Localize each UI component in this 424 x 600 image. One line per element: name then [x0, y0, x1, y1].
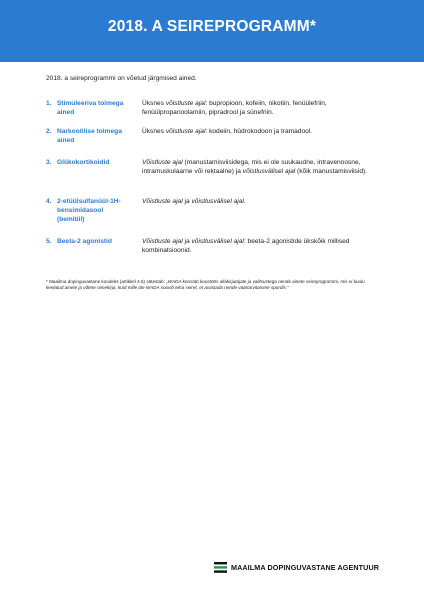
- desc-part: Võistluste ajal: [142, 198, 183, 205]
- page-title: 2018. A SEIREPROGRAMM*: [107, 18, 317, 35]
- wada-logo-icon: [214, 562, 227, 573]
- desc-part: .: [243, 198, 246, 205]
- title-banner: [0, 0, 424, 62]
- desc-part: : bupropioon, kofeiin, nikotiin, fenüülefriin, fenüülpropanoolamiin, pipradrool ja sünefriin.: [142, 100, 327, 116]
- item-description: [142, 197, 386, 224]
- desc-part: ja: [182, 238, 192, 245]
- desc-part: Võistluste ajal: [142, 159, 183, 166]
- desc-part: Üksnes: [142, 128, 166, 135]
- desc-part: Võistluste ajal: [142, 238, 183, 245]
- item-name: [54, 127, 142, 145]
- item-description: [142, 158, 386, 176]
- item-number: 2.: [46, 128, 52, 135]
- desc-part: : kodeiin, hüdrokodoon ja tramadool.: [205, 128, 313, 135]
- item-name-line: 2-etüülsulfanüül-1H-: [57, 198, 121, 205]
- item-name-line: ained: [57, 137, 75, 144]
- desc-part: : beeta-2 agonistide ükskõik millised kombinatsioonid.: [142, 238, 350, 254]
- list-item: [46, 197, 386, 224]
- desc-part: võistluste ajal: [165, 100, 206, 107]
- list-item: [46, 237, 386, 255]
- list-item: [46, 99, 386, 117]
- footnote: [46, 279, 382, 292]
- item-name-line: Beeta-2 agonistid: [57, 238, 112, 245]
- agency-logo: [214, 562, 379, 573]
- item-description: [142, 99, 386, 117]
- footnote-prefix: * Maailma dopinguvastane koodeks (artikkel 4.5) sätestab:: [46, 279, 167, 284]
- item-number: 3.: [46, 159, 52, 166]
- desc-part: võistlusvälisel ajal: [242, 168, 296, 175]
- item-name-line: Stimuleeriva toimega: [57, 100, 124, 107]
- desc-part: võistlusvälisel ajal: [191, 198, 244, 205]
- intro-text: 2018. a seireprogrammi on võetud järgmised ained.: [46, 75, 197, 82]
- item-name-line: ained: [57, 109, 75, 116]
- desc-part: võistluste ajal: [165, 128, 206, 135]
- item-name: [54, 158, 142, 176]
- item-name-line: bensimidasool: [57, 207, 104, 214]
- item-description: [142, 237, 386, 255]
- desc-part: Üksnes: [142, 100, 166, 107]
- item-name: [54, 99, 142, 117]
- item-number: 1.: [46, 100, 52, 107]
- item-name-line: Glükokortikoidid: [57, 159, 110, 166]
- list-item: [46, 158, 386, 176]
- item-number: 5.: [46, 238, 52, 245]
- list-item: [46, 127, 386, 145]
- item-description: [142, 127, 386, 145]
- footnote-quote: „WADA koostab koostöös allakirjutajate ja valitsustega nende ainete seireprogrammi, mis ei kuulu keelatud ainete ja võtete nimekirja, kuid mille üle WADA soovib teha seiret, et avastada nende väärtarvitamine spordis.“: [46, 279, 365, 291]
- item-number: 4.: [46, 198, 52, 205]
- item-name: [54, 197, 142, 224]
- desc-part: võistlusvälisel ajal: [191, 238, 244, 245]
- desc-part: (manustamisviisidega, mis ei ole suukaudne, intravenoosne, intramuskulaarne või rektaalne) ja: [142, 159, 361, 175]
- desc-part: (kõik manustamisviisid).: [295, 168, 368, 175]
- logo-text: MAAILMA DOPINGUVASTANE AGENTUUR: [231, 563, 380, 572]
- item-name: [54, 237, 142, 255]
- item-name-line: (bemitiil): [57, 216, 85, 223]
- desc-part: ja: [182, 198, 192, 205]
- item-name-line: Narkootilise toimega: [57, 128, 122, 135]
